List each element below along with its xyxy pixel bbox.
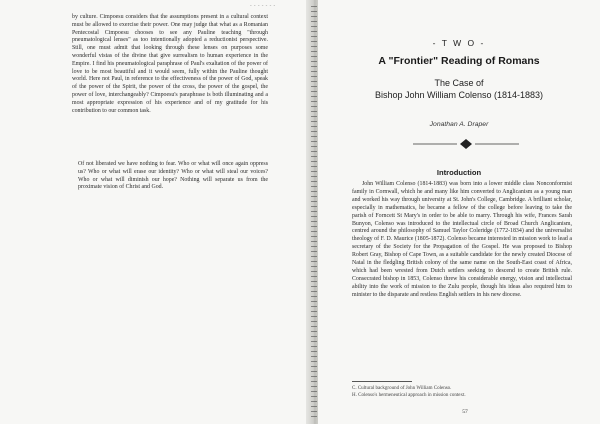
diamond-ornament-icon [411, 137, 521, 151]
right-paragraph: John William Colenso (1814-1883) was born into a lower middle class Nonconformist family in Cornwall, which he and many like him converted to Anglicanism as a young man and worked his way through university at St. John's College, Cambridge. A brilliant scholar, especially in mathematics, he became a fellow of the college before leaving to take the parish of Forncett St Mary's in order to be able to marry. Through his wife, Frances Sarah Bunyon, Colenso was introduced to the intellectual circle of Broad Church Anglicanism, centred around the philosophy of Samuel Taylor Coleridge (1772-1834) and the universalist theology of F. D. Maurice (1805-1872). Colenso became interested in mission work to lead a secretary of the Society for the Propagation of the Gospel. He was proposed to Bishop Robert Gray, Bishop of Cape Town, as a suitable candidate for the newly created Diocese of Natal in the fledgling British colony of the same name on the South-East coast of Africa, which had been wrested from Dutch settlers seeking to descend to create British rule. Consecrated bishop in 1853, Colenso threw his considerable energy, vision and intellectual ability into the work of mission to the Zulu people, though his ideas also required him to minister to the disparate and restless English settlers in his new diocese. [352, 181, 572, 298]
chapter-author: Jonathan A. Draper [429, 121, 489, 128]
left-body-text [72, 14, 268, 115]
subtitle-line-1: The Case of [434, 78, 484, 88]
footnote-divider [352, 381, 412, 382]
running-header: - - - - - - - [250, 4, 276, 9]
chapter-title: A "Frontier" Reading of Romans [378, 55, 540, 67]
left-paragraph: by culture. Cimpoesu considers that the assumptions present in a cultural context must be allowed to exercise their power. One may judge that what as a Romanian Pentecostal Cimpoesu chooses to see any Pauline teaching "through pneumatological lenses" as too intentionally adopted a reductionist perspective. Still, one must admit that looking through these lenses on purposes some wonderful vistas of the divine that give surrealism to human experience in the Empire. I find his pneumatological paraphrase of Paul's exaltation of the power of love to be most beautiful and it would seem, fully within the Pauline thought world. Here not Paul, in reference to the effectiveness of the power of God, speak of the power of the Spirit, the power of the cross, the power of the gospel, the power of love, interchangeably? Cimpoesu's paraphrase is both illuminating and a most appropriate expression of his experience and of my gratitude for his contribution to our common task. [72, 14, 268, 114]
page-number: 57 [462, 409, 468, 415]
chapter-subtitle [318, 77, 600, 101]
gutter-binding-marks [311, 6, 317, 418]
footnote-1: C. Cultural background of John William Colenso. [352, 386, 452, 391]
left-block-quote: Of not liberated we have nothing to fear. Who or what will once again oppress us? Who or what will erase our identity? Who or what will steal our voices? Who or what will diminish our hope? Nothing will separate us from the proximate vision of Christ and God. [78, 161, 268, 191]
ornament-diamond [460, 139, 472, 149]
section-heading: Introduction [436, 168, 482, 177]
right-body-text [352, 181, 572, 300]
chapter-label: - T W O - [432, 38, 486, 48]
footnote-2: H. Colenso's hermeneutical approach in mission context. [352, 393, 466, 398]
subtitle-line-2: Bishop John William Colenso (1814-1883) [374, 90, 544, 100]
footnotes [352, 385, 572, 399]
